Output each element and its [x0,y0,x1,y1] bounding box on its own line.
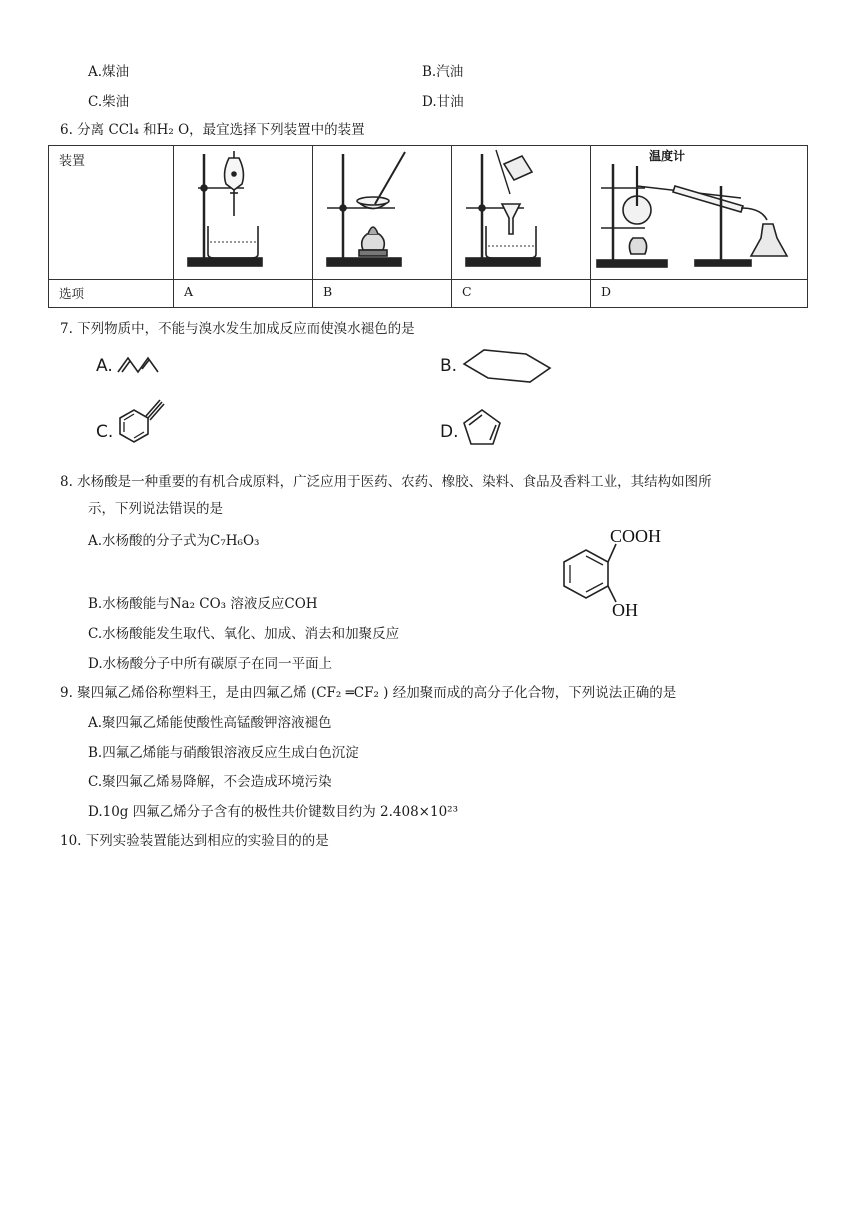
phenylacetylene-structure-image [114,396,176,446]
evaporating-dish-apparatus-image [313,146,451,279]
q6-stem: 6. 分离 CCl₄ 和H₂ O，最宜选择下列装置中的装置 [60,122,365,138]
q5-option-a: A.煤油 [88,64,130,80]
q7-stem: 7. 下列物质中，不能与溴水发生加成反应而使溴水褪色的是 [60,321,415,337]
q9-option-c: C.聚四氟乙烯易降解，不会造成环境污染 [88,774,332,790]
apparatus-table [48,145,808,308]
q7-label-a: A. [96,356,113,376]
cooh-label: COOH [610,526,662,546]
distillation-apparatus-image [591,146,807,279]
option-b-cell: B [313,280,452,308]
q8-option-b: B.水杨酸能与Na₂ CO₃ 溶液反应COH [88,596,318,612]
option-c-cell: C [452,280,591,308]
salicylic-acid-structure-image [548,522,688,622]
filtration-apparatus-image [452,146,590,279]
q8-stem-line2: 示，下列说法错误的是 [88,501,223,517]
q7-label-b: B. [440,356,458,376]
q8-option-c: C.水杨酸能发生取代、氧化、加成、消去和加聚反应 [88,626,400,642]
q9-stem: 9. 聚四氟乙烯俗称塑料王，是由四氟乙烯 (CF₂ ═CF₂ ) 经加聚而成的高分子化合物，下列说法正确的是 [60,685,677,701]
separatory-funnel-apparatus-image [174,146,312,279]
q7-label-c: C. [96,422,114,442]
thermometer-label: 温度计 [649,149,686,163]
option-a-cell: A [174,280,313,308]
q10-stem: 10. 下列实验装置能达到相应的实验目的的是 [60,833,329,849]
row-label-apparatus: 装置 [49,146,174,280]
cyclohexane-structure-image [460,346,556,384]
q7-label-d: D. [440,422,459,442]
oh-label: OH [612,600,638,620]
q8-option-a: A.水杨酸的分子式为C₇H₆O₃ [88,533,260,549]
q8-option-d: D.水杨酸分子中所有碳原子在同一平面上 [88,656,333,672]
q9-option-b: B.四氟乙烯能与硝酸银溶液反应生成白色沉淀 [88,745,359,761]
q5-option-b: B.汽油 [422,64,464,80]
option-d-cell: D [591,280,808,308]
butadiene-structure-image [116,352,160,376]
q8-stem-line1: 8. 水杨酸是一种重要的有机合成原料，广泛应用于医药、农药、橡胶、染料、食品及香料工业，其结构如图所 [60,474,712,490]
q5-option-c: C.柴油 [88,94,130,110]
cyclopentadiene-structure-image [460,406,504,448]
q9-option-d: D.10g 四氟乙烯分子含有的极性共价键数目约为 2.408×10²³ [88,804,458,820]
q9-option-a: A.聚四氟乙烯能使酸性高锰酸钾溶液褪色 [88,715,332,731]
q5-option-d: D.甘油 [422,94,464,110]
row-label-option: 选项 [49,280,174,308]
